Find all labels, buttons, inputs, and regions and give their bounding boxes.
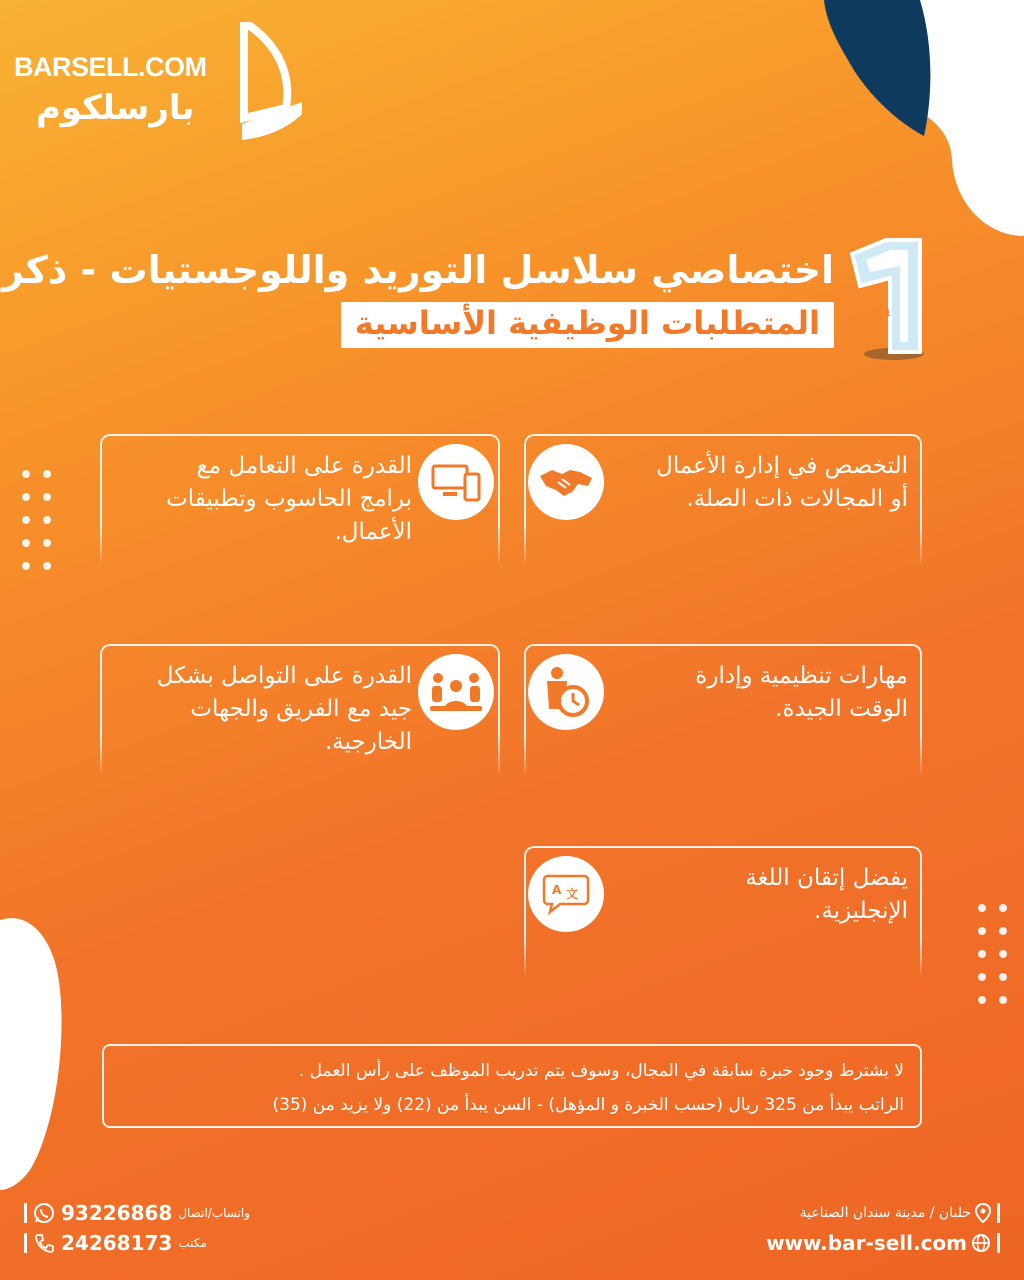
top-right-navy-blob <box>824 0 944 136</box>
dots-decoration-right <box>978 904 1007 1004</box>
website-link[interactable]: www.bar-sell.com <box>766 1231 967 1255</box>
translate-icon <box>528 856 604 932</box>
phone-icon <box>33 1232 55 1254</box>
requirement-text: القدرة على التعامل مع برامج الحاسوب وتطبيقات الأعمال. <box>166 453 412 545</box>
requirement-card-communication <box>100 644 500 776</box>
devices-icon <box>418 444 494 520</box>
office-number[interactable]: 24268173 <box>61 1231 173 1255</box>
left-white-blob <box>0 900 70 1190</box>
requirement-text: التخصص في إدارة الأعمال أو المجالات ذات الصلة. <box>656 453 908 512</box>
location-pin-icon <box>975 1203 991 1223</box>
globe-icon <box>971 1233 991 1253</box>
section-subtitle: المتطلبات الوظيفية الأساسية <box>341 302 834 348</box>
brand-name-ar: بارسلكوم <box>36 88 195 128</box>
requirement-card-computer-skills <box>100 434 500 566</box>
dots-decoration-left <box>22 470 51 570</box>
number-badge-digit: 1 <box>884 308 892 319</box>
number-badge <box>846 236 928 370</box>
sail-logo-icon <box>236 22 306 142</box>
requirement-card-specialization <box>524 434 922 566</box>
requirement-text: القدرة على التواصل بشكل جيد مع الفريق والجهات الخارجية. <box>156 663 412 755</box>
requirement-card-organization <box>524 644 922 776</box>
requirement-text: يفضل إتقان اللغة الإنجليزية. <box>745 865 908 924</box>
requirement-text: مهارات تنظيمية وإدارة الوقت الجيدة. <box>695 663 908 722</box>
requirement-card-english <box>524 846 922 978</box>
contact-phones <box>24 1198 274 1258</box>
contact-address <box>740 1198 1000 1258</box>
job-title: اختصاصي سلاسل التوريد واللوجستيات - ذكر <box>2 248 834 292</box>
note-box <box>102 1044 922 1128</box>
svg-text:文: 文 <box>566 887 579 901</box>
brand-logo <box>14 26 304 156</box>
title-block <box>2 248 834 348</box>
brand-name-en: BARSELL.COM <box>14 52 207 82</box>
note-training: لا يشترط وجود خبرة سابقة في المجال، وسوف يتم تدريب الموظف على رأس العمل . <box>298 1061 904 1081</box>
whatsapp-label: واتساب/اتصال <box>178 1206 250 1220</box>
team-communication-icon <box>418 654 494 730</box>
note-salary-age: الراتب يبدأ من 325 ريال (حسب الخبرة و المؤهل) - السن يبدأ من (22) ولا يزيد من (35) <box>272 1095 904 1115</box>
address-text: حلبان / مدينة سندان الصناعية <box>799 1205 971 1221</box>
handshake-icon <box>528 444 604 520</box>
whatsapp-number[interactable]: 93226868 <box>61 1201 173 1225</box>
office-label: مكتب <box>178 1236 207 1250</box>
whatsapp-icon <box>33 1202 55 1224</box>
svg-text:A: A <box>552 883 562 897</box>
time-management-icon <box>528 654 604 730</box>
